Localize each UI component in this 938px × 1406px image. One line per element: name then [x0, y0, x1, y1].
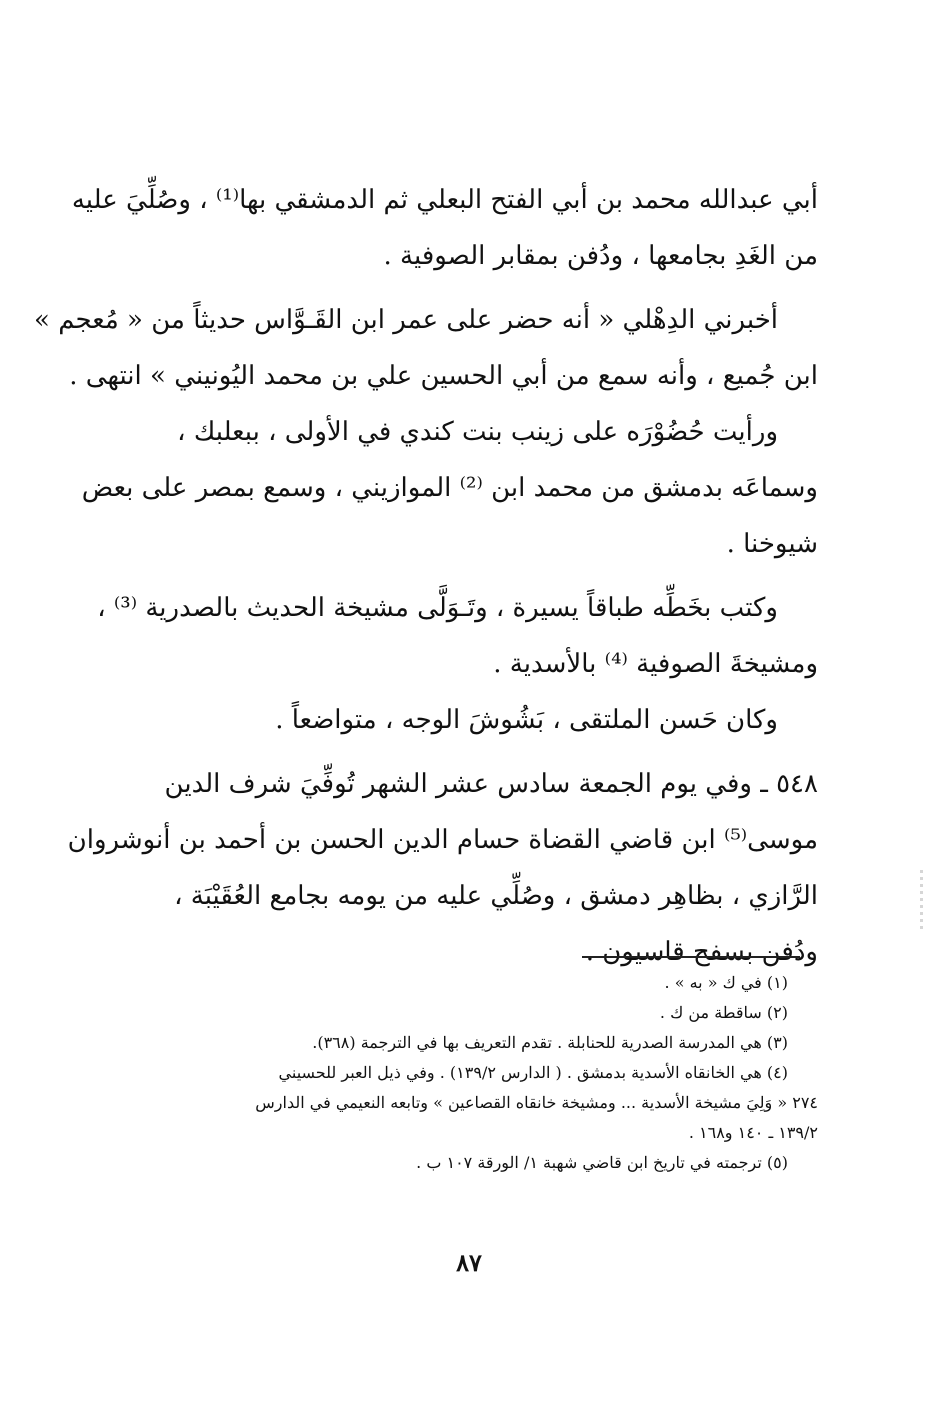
footnote-line: ١٣٩/٢ ـ ١٤٠ و١٦٨ .: [688, 1123, 818, 1142]
entry-heading-line: ٥٤٨ ـ وفي يوم الجمعة سادس عشر الشهر تُوفِّيَ شرف الدين: [164, 769, 818, 799]
text-line: ابن جُميع ، وأنه سمع من أبي الحسين علي بن محمد اليُونيني » انتهى .: [69, 361, 818, 391]
footnote-line: ٢٧٤ « وَلِيَ مشيخة الأسدية ... ومشيخة خانقاه القصاعين » وتابعه النعيمي في الدارس: [255, 1093, 818, 1112]
text-line: ورأيت حُضُوْرَه على زينب بنت كندي في الأولى ، ببعلبك ،: [177, 417, 778, 447]
text-line: وكان حَسن الملتقى ، بَشُوشَ الوجه ، متواضعاً .: [275, 705, 778, 735]
text-line: أبي عبدالله محمد بن أبي الفتح البعلي ثم الدمشقي بها⁽¹⁾ ، وصُلِّيَ عليه: [71, 185, 818, 215]
footnote-line: (٥) ترجمته في تاريخ ابن قاضي شهبة ١/ الورقة ١٠٧ ب .: [416, 1153, 788, 1172]
footnote-separator: [582, 956, 800, 958]
footnotes-block: [150, 968, 818, 1178]
main-text-block: [34, 172, 818, 980]
footnote-line: (١) في ك « به » .: [664, 973, 788, 992]
text-line: الرَّازي ، بظاهِر دمشق ، وصُلِّي عليه من يومه بجامع العُقَيْبَة ،: [174, 881, 818, 911]
text-line: وسماعَه بدمشق من محمد ابن ⁽²⁾ الموازيني ، وسمع بمصر على بعض: [81, 473, 818, 503]
text-line: ومشيخةَ الصوفية ⁽⁴⁾ بالأسدية .: [493, 649, 818, 679]
text-line: وكتب بخَطِّه طباقاً يسيرة ، وتَـوَلَّى مشيخة الحديث بالصدرية ⁽³⁾ ،: [97, 593, 778, 623]
text-line: شيوخنا .: [726, 529, 818, 559]
footnote-line: (٣) هي المدرسة الصدرية للحنابلة . تقدم التعريف بها في الترجمة (٣٦٨).: [312, 1033, 788, 1052]
page-number: ٨٧: [456, 1248, 482, 1277]
text-line: ودُفن بسفح قاسيون .: [585, 937, 818, 967]
footnote-line: (٢) ساقطة من ك .: [659, 1003, 788, 1022]
text-line: موسى⁽⁵⁾ ابن قاضي القضاة حسام الدين الحسن بن أحمد بن أنوشروان: [67, 825, 818, 855]
text-line: أخبرني الدِهْلي « أنه حضر على عمر ابن القَـوَّاس حديثاً من « مُعجم »: [34, 305, 778, 335]
text-line: من الغَدِ بجامعها ، ودُفن بمقابر الصوفية .: [383, 241, 818, 271]
footnote-line: (٤) هي الخانقاه الأسدية بدمشق . ( الدارس ١٣٩/٢) . وفي ذيل العبر للحسيني: [278, 1063, 788, 1082]
scan-artifact: [920, 870, 923, 930]
